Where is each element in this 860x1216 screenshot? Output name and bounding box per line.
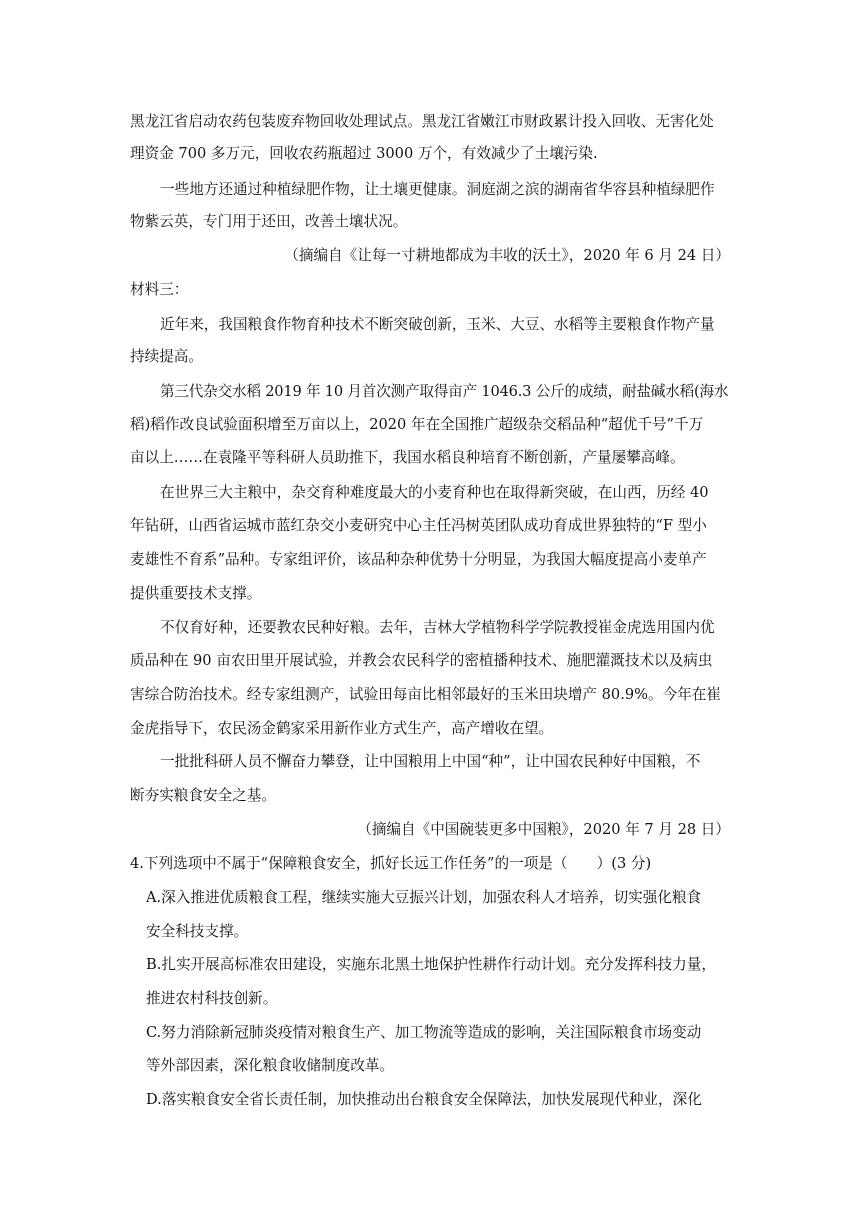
paragraph-line: 断夯实粮食安全之基。 [130, 787, 276, 804]
option-c-line: C.努力消除新冠肺炎疫情对粮食生产、加工物流等造成的影响，关注国际粮食市场变动 [146, 1024, 702, 1041]
source-citation: （摘编自《中国碗装更多中国粮》，2020 年 7 月 28 日） [357, 821, 730, 838]
paragraph-line: 在世界三大主粮中，杂交育种难度最大的小麦育种也在取得新突破，在山西，历经 40 [160, 484, 709, 501]
paragraph-line: 近年来，我国粮食作物育种技术不断突破创新，玉米、大豆、水稻等主要粮食作物产量 [160, 316, 715, 333]
paragraph-line: 亩以上……在袁隆平等科研人员助推下，我国水稻良种培育不断创新，产量屡攀高峰。 [130, 449, 685, 466]
option-b-line: B.扎实开展高标准农田建设，实施东北黑土地保护性耕作行动计划。充分发挥科技力量， [146, 956, 716, 973]
paragraph-line: 害综合防治技术。经专家组测产，试验田每亩比相邻最好的玉米田块增产 80.9%。今年在崔 [130, 686, 721, 703]
paragraph-line: 提供重要技术支撑。 [130, 585, 262, 602]
paragraph-line: 物紫云英，专门用于还田，改善土壤状况。 [130, 213, 408, 230]
paragraph-line: 年钻研，山西省运城市蓝红杂交小麦研究中心主任冯树英团队成功育成世界独特的“F 型小 [130, 517, 707, 534]
option-c-line: 等外部因素，深化粮食收储制度改革。 [146, 1057, 395, 1074]
paragraph-line: 一批批科研人员不懈奋力攀登，让中国粮用上中国“种”，让中国农民种好中国粮，不 [160, 753, 701, 770]
option-a-line: A.深入推进优质粮食工程，继续实施大豆振兴计划，加强农科人才培养，切实强化粮食 [146, 889, 702, 906]
option-a-line: 安全科技支撑。 [146, 923, 249, 940]
paragraph-line: 一些地方还通过种植绿肥作物，让土壤更健康。洞庭湖之滨的湖南省华容县种植绿肥作 [160, 181, 715, 198]
paragraph-line: 理资金 700 多万元，回收农药瓶超过 3000 万个，有效减少了土壤污染. [130, 145, 598, 162]
paragraph-line: 金虎指导下，农民汤金鹤家采用新作业方式生产，高产增收在望。 [130, 720, 554, 737]
paragraph-line: 黑龙江省启动农药包装废弃物回收处理试点。黑龙江省嫩江市财政累计投入回收、无害化处 [130, 113, 714, 130]
paragraph-line: 第三代杂交水稻 2019 年 10 月首次测产取得亩产 1046.3 公斤的成绩，耐盐碱水稻(海水 [160, 383, 729, 400]
paragraph-line: 不仅育好种，还要教农民种好粮。去年，吉林大学植物科学学院教授崔金虎选用国内优 [160, 619, 715, 636]
option-b-line: 推进农村科技创新。 [146, 990, 278, 1007]
paragraph-line: 质品种在 90 亩农田里开展试验，并教会农民科学的密植播种技术、施肥灌溉技术以及病虫 [130, 652, 713, 669]
option-d-line: D.落实粮食安全省长责任制，加快推动出台粮食安全保障法，加快发展现代种业，深化 [146, 1091, 702, 1108]
paragraph-line: 稻)稻作改良试验面积增至万亩以上，2020 年在全国推广超级杂交稻品种“超优千号”千万 [130, 416, 704, 433]
section-heading: 材料三： [130, 281, 189, 298]
paragraph-line: 持续提高。 [130, 348, 203, 365]
paragraph-line: 麦雄性不育系”品种。专家组评价，该品种杂种优势十分明显，为我国大幅度提高小麦单产 [130, 551, 707, 568]
question-stem: 4.下列选项中不属于“保障粮食安全，抓好长远工作任务”的一项是（ ）(3 分) [130, 855, 652, 872]
source-citation: （摘编自《让每一寸耕地都成为丰收的沃土》，2020 年 6 月 24 日） [284, 247, 730, 264]
